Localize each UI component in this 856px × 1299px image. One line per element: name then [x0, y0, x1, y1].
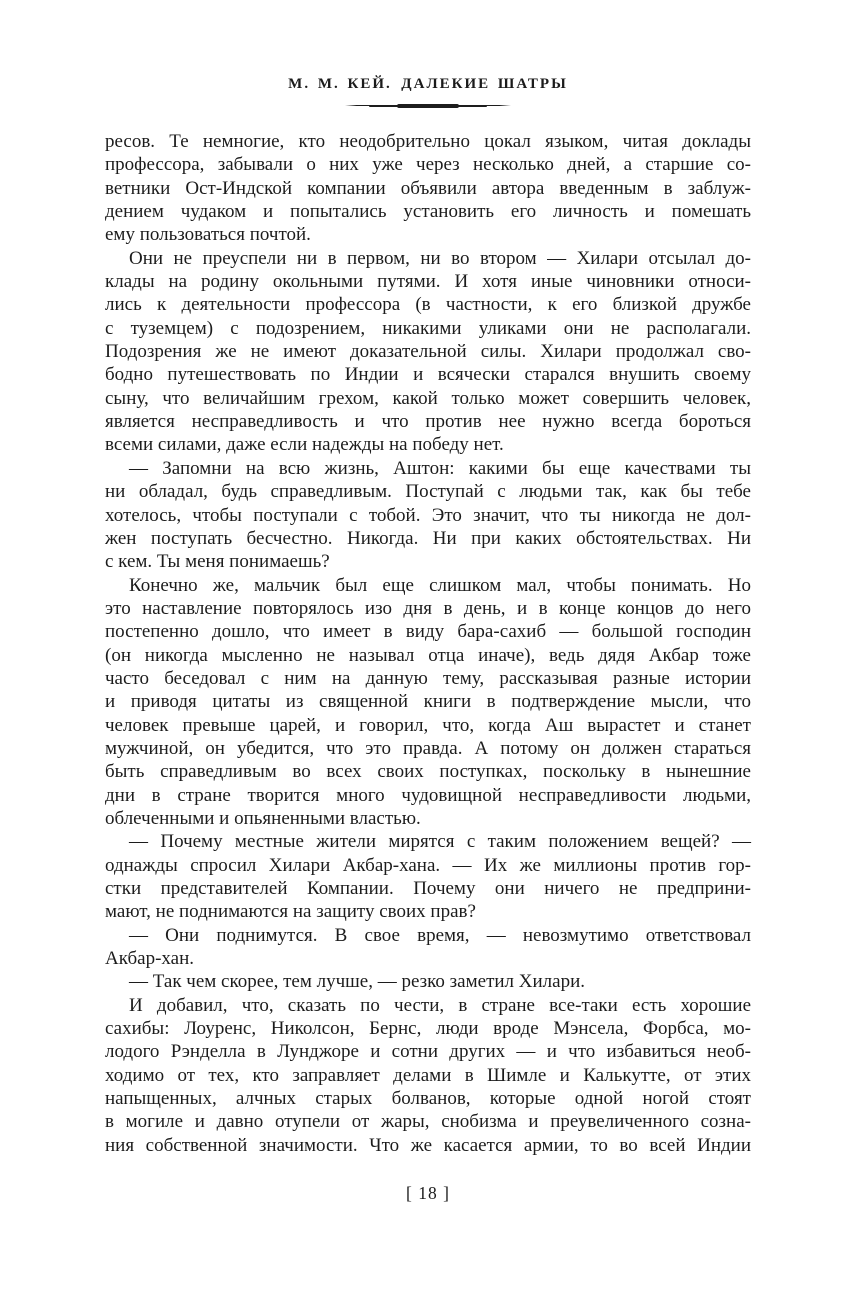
- text-line: однажды спросил Хилари Акбар-хана. — Их же миллионы против гор-: [105, 854, 751, 876]
- text-line: профессора, забывали о них уже через несколько дней, а старшие со-: [105, 154, 751, 176]
- text-line: сыну, что величайшим грехом, какой только может совершить человек,: [105, 387, 751, 409]
- text-line: постепенно дошло, что имеет в виду бара-сахиб — большой господин: [105, 621, 751, 643]
- text-line: — Так чем скорее, тем лучше, — резко заметил Хилари.: [129, 971, 585, 993]
- text-line: ресов. Те немногие, кто неодобрительно цокал языком, читая доклады: [105, 131, 751, 152]
- text-line: Они не преуспели ни в первом, ни во втором — Хилари отсылал до-: [129, 247, 751, 269]
- text-line: с кем. Ты меня понимаешь?: [105, 551, 330, 573]
- page-number: [ 18 ]: [406, 1183, 450, 1204]
- text-line: мужчиной, он убедится, что это правда. А потому он должен стараться: [105, 737, 751, 759]
- text-line: лодого Рэнделла в Лунджоре и сотни других — и что избавиться необ-: [105, 1041, 751, 1063]
- text-line: — Запомни на всю жизнь, Аштон: какими бы еще качествами ты: [129, 457, 751, 479]
- text-line: всеми силами, даже если надежды на победу нет.: [105, 434, 504, 456]
- text-line: дением чудаком и попытались установить его личность и помешать: [105, 201, 751, 223]
- text-line: часто беседовал с ним на данную тему, рассказывая разные истории: [105, 667, 751, 689]
- text-line: И добавил, что, сказать по чести, в стране все-таки есть хорошие: [129, 994, 751, 1016]
- text-line: хотелось, чтобы поступали с тобой. Это значит, что ты никогда не дол-: [105, 504, 751, 526]
- text-line: это наставление повторялось изо дня в день, и в конце концов до него: [105, 597, 751, 619]
- text-line: бодно путешествовать по Индии и всячески старался внушить своему: [105, 364, 751, 386]
- text-line: ни обладал, будь справедливым. Поступай с людьми так, как бы тебе: [105, 481, 751, 503]
- text-line: стки представителей Компании. Почему они ничего не предприни-: [105, 878, 751, 899]
- text-line: является несправедливость и что против нее нужно всегда бороться: [105, 411, 751, 433]
- text-line: лись к деятельности профессора (в частности, к его близкой дружбе: [105, 294, 751, 316]
- header-divider-ornament: [345, 103, 511, 109]
- text-line: — Почему местные жители мирятся с таким положением вещей? —: [129, 831, 751, 853]
- text-line: клады на родину окольными путями. И хотя иные чиновники относи-: [105, 271, 751, 293]
- text-line: сахибы: Лоуренс, Николсон, Бернс, люди вроде Мэнсела, Форбса, мо-: [105, 1018, 751, 1040]
- text-line: облеченными и опьяненными властью.: [105, 807, 421, 829]
- text-line: Подозрения же не имеют доказательной силы. Хилари продолжал сво-: [105, 341, 751, 363]
- text-line: — Они поднимутся. В свое время, — невозмутимо ответствовал: [129, 924, 751, 946]
- text-line: человек превыше царей, и говорил, что, когда Аш вырастет и станет: [105, 714, 751, 736]
- text-line: мают, не поднимаются на защиту своих прав?: [105, 901, 476, 923]
- text-line: и приводя цитаты из священной книги в подтверждение мысли, что: [105, 691, 751, 713]
- text-line: Конечно же, мальчик был еще слишком мал, чтобы понимать. Но: [129, 574, 751, 596]
- text-line: дни в стране творится много чудовищной несправедливости людьми,: [105, 784, 751, 806]
- text-line: в могиле и давно отупели от жары, снобизма и преувеличенного созна-: [105, 1111, 751, 1133]
- text-line: ния собственной значимости. Что же касается армии, то во всей Индии: [105, 1134, 751, 1156]
- text-line: ему пользоваться почтой.: [105, 224, 311, 246]
- text-line: быть справедливым во всех своих поступках, поскольку в нынешние: [105, 761, 751, 783]
- text-line: жен поступать бесчестно. Никогда. Ни при каких обстоятельствах. Ни: [105, 527, 751, 549]
- text-line: (он никогда мысленно не называл отца иначе), ведь дядя Акбар тоже: [105, 644, 751, 666]
- text-line: с туземцем) с подозрением, никакими уликами они не располагали.: [105, 317, 751, 339]
- text-block: [105, 130, 751, 1157]
- text-line: ходимо от тех, кто заправляет делами в Шимле и Калькутте, от этих: [105, 1064, 751, 1086]
- text-line: ветники Ост-Индской компании объявили автора введенным в заблуж-: [105, 177, 751, 199]
- text-line: Акбар-хан.: [105, 948, 195, 970]
- text-line: напыщенных, алчных старых болванов, которые одной ногой стоят: [105, 1088, 751, 1110]
- running-head-title: М. М. КЕЙ. ДАЛЕКИЕ ШАТРЫ: [288, 76, 568, 92]
- divider-thick-bar: [397, 104, 459, 109]
